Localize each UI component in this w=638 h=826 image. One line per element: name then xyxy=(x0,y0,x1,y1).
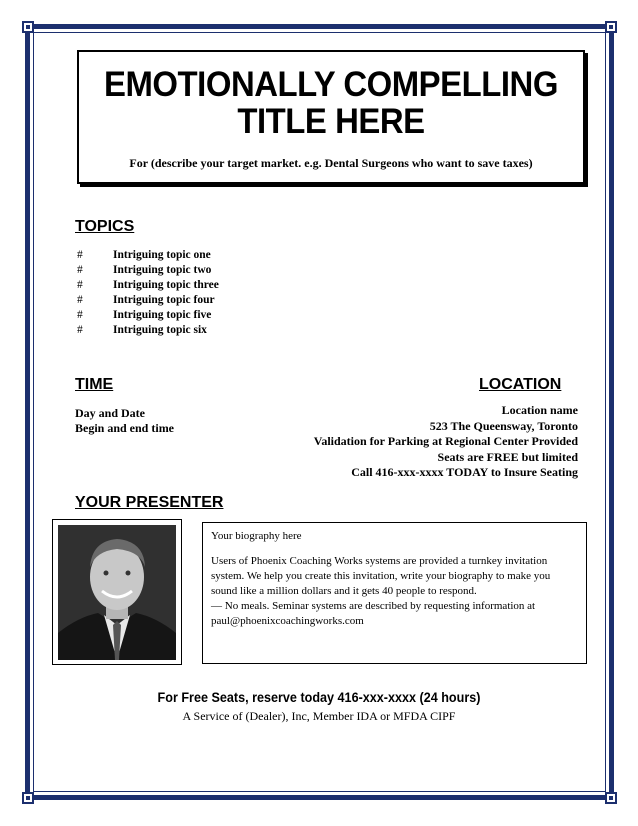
list-item xyxy=(77,248,219,263)
bio-heading: Your biography here xyxy=(211,530,302,542)
topic-text: Intriguing topic one xyxy=(113,249,211,261)
bio-paragraph: Users of Phoenix Coaching Works systems are provided a turnkey invitation system. We help you create this invitation, write your biography to make you sound like a million dollars and it gets 40 people to respond. xyxy=(211,555,551,597)
bullet-hash: # xyxy=(77,309,83,321)
begin-end-time: Begin and end time xyxy=(75,421,175,435)
bullet-hash: # xyxy=(77,249,83,261)
title-line-1: EMOTIONALLY COMPELLING xyxy=(104,65,558,104)
topic-text: Intriguing topic two xyxy=(113,264,212,276)
location-address: 523 The Queensway, Toronto xyxy=(429,418,578,433)
topic-text: Intriguing topic six xyxy=(113,324,207,336)
list-item xyxy=(77,263,219,278)
bullet-hash: # xyxy=(77,294,83,306)
call-to-action: Call 416-xxx-xxxx TODAY to Insure Seating xyxy=(351,465,578,479)
list-item xyxy=(77,278,219,293)
reserve-seats-line: For Free Seats, reserve today 416-xxx-xxxx (24 hours) xyxy=(157,689,481,705)
topic-text: Intriguing topic five xyxy=(113,309,212,321)
list-item xyxy=(77,323,219,338)
title-box xyxy=(77,50,585,184)
time-details xyxy=(75,406,174,436)
parking-note: Validation for Parking at Regional Center Provided xyxy=(313,434,578,448)
day-and-date: Day and Date xyxy=(75,406,146,420)
title-line-2: TITLE HERE xyxy=(237,102,425,141)
corner-ornament xyxy=(22,21,34,33)
topic-text: Intriguing topic three xyxy=(113,279,219,291)
bullet-hash: # xyxy=(77,264,83,276)
list-item xyxy=(77,293,219,308)
bullet-hash: # xyxy=(77,279,83,291)
corner-ornament xyxy=(605,21,617,33)
target-market-subtitle: For (describe your target market. e.g. Dental Surgeons who want to save taxes) xyxy=(129,156,533,170)
topics-list xyxy=(77,248,219,338)
presenter-heading: YOUR PRESENTER xyxy=(75,494,224,511)
location-name: Location name xyxy=(501,403,578,417)
page-title xyxy=(94,66,568,140)
time-heading: TIME xyxy=(75,376,114,393)
service-disclaimer: A Service of (Dealer), Inc, Member IDA or MFDA CIPF xyxy=(182,709,456,723)
location-details xyxy=(314,403,578,481)
location-heading: LOCATION xyxy=(479,376,562,393)
presenter-portrait-image xyxy=(58,525,176,660)
presenter-photo xyxy=(58,525,176,660)
topic-text: Intriguing topic four xyxy=(113,294,215,306)
list-item xyxy=(77,308,219,323)
seats-note: Seats are FREE but limited xyxy=(437,449,578,464)
bio-note: — No meals. Seminar systems are described by requesting information at paul@phoenixcoachingworks.com xyxy=(211,600,536,627)
topics-heading: TOPICS xyxy=(75,218,135,235)
corner-ornament xyxy=(605,792,617,804)
bullet-hash: # xyxy=(77,324,83,336)
biography-box xyxy=(202,522,587,664)
corner-ornament xyxy=(22,792,34,804)
